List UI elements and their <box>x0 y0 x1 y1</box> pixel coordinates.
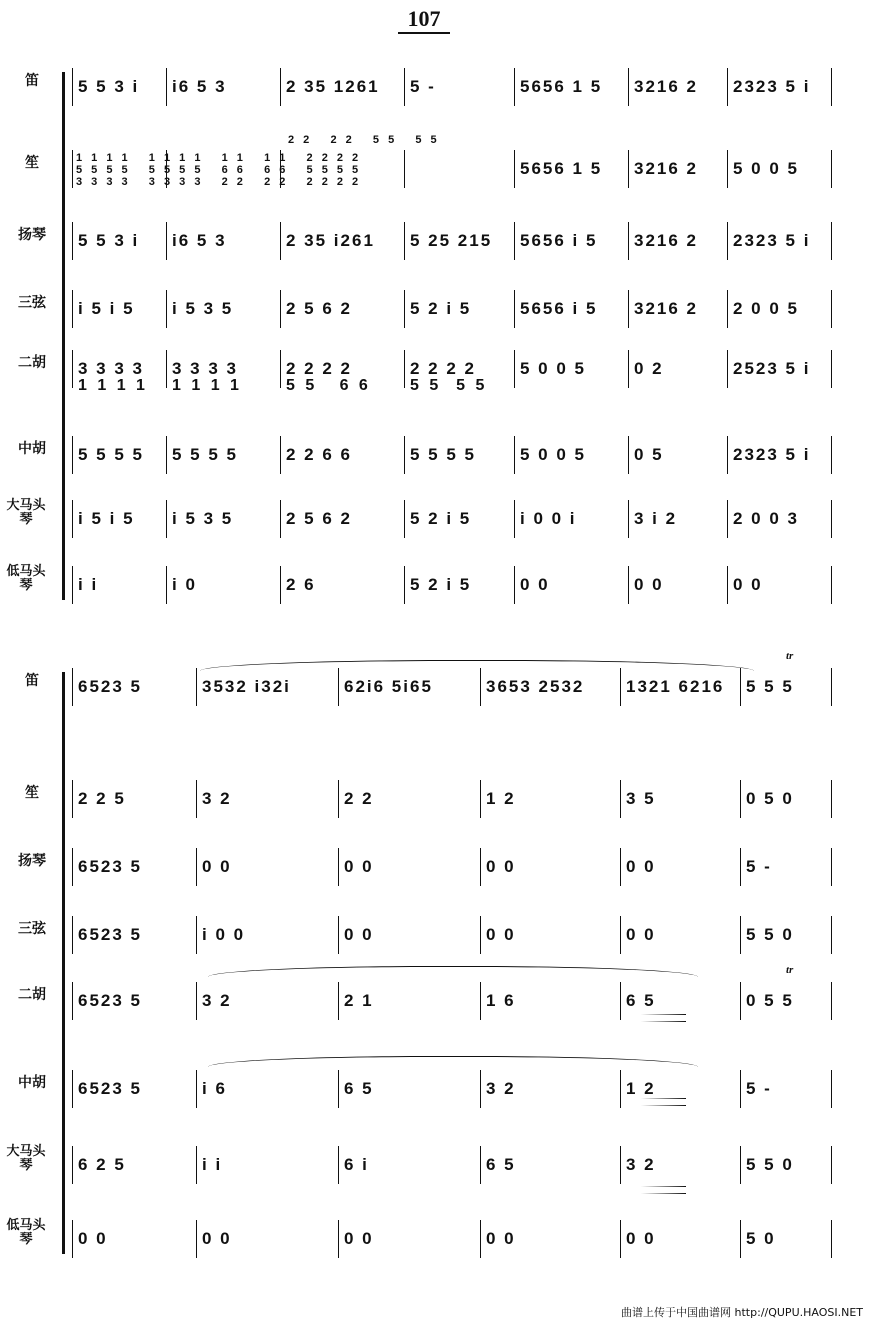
staff-row <box>0 848 869 892</box>
measure-notes: 0 0 <box>344 857 374 876</box>
page-number: 107 <box>398 6 450 34</box>
measure <box>196 1220 338 1258</box>
measure-notes: 0 0 <box>486 857 516 876</box>
measure-notes: 3 i 2 <box>634 509 678 528</box>
staff-row <box>0 982 869 1026</box>
measure-notes: 5 25 215 <box>410 231 493 250</box>
measure-notes: i6 5 3 <box>172 231 227 250</box>
measure <box>480 780 620 818</box>
measure-notes: 2 2 6 6 <box>286 445 352 464</box>
measure <box>72 982 196 1020</box>
measure-notes: 5 0 0 5 <box>520 359 586 378</box>
measure <box>166 290 280 328</box>
staff-row <box>0 1220 869 1264</box>
measure-notes: 6 5 <box>626 991 656 1010</box>
measure-notes: 5 2 i 5 <box>410 299 472 318</box>
measure-notes: 6523 5 <box>78 1079 142 1098</box>
measure <box>338 668 480 706</box>
measure <box>338 1146 480 1184</box>
measure-notes: i 5 i 5 <box>78 509 135 528</box>
sheng-chord-line: 5 5 5 5 5 5 5 5 6 6 6 6 5 5 5 5 <box>76 164 362 176</box>
measure <box>404 222 514 260</box>
measure <box>404 500 514 538</box>
measure-notes: 6 i <box>344 1155 369 1174</box>
measure-notes: i6 5 3 <box>172 77 227 96</box>
measure-notes: 2 2 2 2 <box>410 359 476 378</box>
measure-notes: 0 0 <box>626 1229 656 1248</box>
measure-notes: 5 5 3 i <box>78 231 140 250</box>
measure <box>740 916 832 954</box>
measure <box>628 566 727 604</box>
instrument-label: 笙 <box>25 785 39 801</box>
measure <box>480 1220 620 1258</box>
measure <box>620 848 740 886</box>
staff-row <box>0 222 869 266</box>
measure-notes: 2 2 5 <box>78 789 126 808</box>
measure <box>514 68 628 106</box>
measure-notes: 3 2 <box>626 1155 656 1174</box>
measure-notes: 0 0 <box>634 575 664 594</box>
measure <box>620 668 740 706</box>
measure <box>740 1070 832 1108</box>
instrument-label: 大马头琴 <box>6 498 46 527</box>
measure-notes: 2323 5 i <box>733 231 811 250</box>
measure-notes: 0 0 <box>626 925 656 944</box>
measure <box>166 500 280 538</box>
measure-notes: 2 35 i261 <box>286 231 375 250</box>
measure-notes: 0 0 <box>486 1229 516 1248</box>
instrument-label: 中胡 <box>18 1075 46 1091</box>
staff-row <box>0 916 869 960</box>
measure <box>338 1070 480 1108</box>
measure <box>72 780 196 818</box>
measure-notes: 0 0 <box>626 857 656 876</box>
measure <box>727 350 832 388</box>
measure <box>514 500 628 538</box>
measure <box>727 68 832 106</box>
slur-mark <box>200 660 754 671</box>
measure-notes: 3653 2532 <box>486 677 585 696</box>
measure <box>620 1146 740 1184</box>
staff-row <box>0 436 869 480</box>
measure <box>338 780 480 818</box>
measure-notes: 3532 i32i <box>202 677 291 696</box>
instrument-label: 笙 <box>25 155 39 171</box>
staff-row <box>0 68 869 112</box>
measure-notes: 3 2 <box>486 1079 516 1098</box>
measure-notes: 3216 2 <box>634 299 698 318</box>
measure <box>404 150 514 188</box>
measure <box>280 290 404 328</box>
measure <box>72 436 166 474</box>
measure-notes: i 5 i 5 <box>78 299 135 318</box>
measure-notes: 3 5 <box>626 789 656 808</box>
staff-row <box>0 1146 869 1190</box>
measure <box>628 350 727 388</box>
measure-notes: 2 2 <box>344 789 374 808</box>
measure <box>514 436 628 474</box>
erhu-lower-notes: 5 5 5 5 <box>410 377 488 394</box>
measure <box>404 290 514 328</box>
instrument-label: 大马头琴 <box>6 1144 46 1173</box>
measure <box>620 780 740 818</box>
measure <box>166 566 280 604</box>
instrument-label: 笛 <box>25 73 39 89</box>
measure-notes: 0 0 <box>520 575 550 594</box>
measure-notes: 6 5 <box>486 1155 516 1174</box>
measure <box>404 68 514 106</box>
erhu-lower-notes: 1 1 1 1 <box>172 377 242 394</box>
measure <box>740 668 832 706</box>
measure <box>338 848 480 886</box>
measure-notes: 6523 5 <box>78 925 142 944</box>
measure <box>196 916 338 954</box>
measure-notes: 6523 5 <box>78 991 142 1010</box>
measure <box>740 1220 832 1258</box>
measure <box>72 1220 196 1258</box>
erhu-lower-notes: 5 5 6 6 <box>286 377 371 394</box>
measure-notes: 5656 1 5 <box>520 159 603 178</box>
site-footer: 曲谱上传于中国曲谱网 http://QUPU.HAOSI.NET <box>621 1306 863 1319</box>
measure-notes: 2 5 6 2 <box>286 509 352 528</box>
measure-notes: 3216 2 <box>634 77 698 96</box>
measure <box>72 68 166 106</box>
measure-notes: i 6 <box>202 1079 227 1098</box>
measure <box>514 566 628 604</box>
measure-notes: 1 2 <box>626 1079 656 1098</box>
slur-mark <box>208 1056 698 1067</box>
staff-row <box>0 780 869 824</box>
measure-notes: 3 2 <box>202 789 232 808</box>
measure-notes: 2323 5 i <box>733 445 811 464</box>
measure <box>628 290 727 328</box>
measure-notes: 5 5 5 <box>746 677 794 696</box>
measure-notes: 0 0 <box>202 1229 232 1248</box>
trill-mark: tr <box>786 650 794 662</box>
instrument-label: 二胡 <box>18 987 46 1003</box>
measure <box>338 1220 480 1258</box>
measure-notes: 2523 5 i <box>733 359 811 378</box>
measure <box>480 916 620 954</box>
measure-notes: i 0 <box>172 575 197 594</box>
measure <box>404 566 514 604</box>
measure-notes: 0 0 <box>202 857 232 876</box>
instrument-label: 低马头琴 <box>6 1218 46 1247</box>
measure-notes: 2 1 <box>344 991 374 1010</box>
measure <box>727 566 832 604</box>
measure-notes: 5 0 <box>746 1229 776 1248</box>
measure <box>514 350 628 388</box>
measure-notes: 0 5 0 <box>746 789 794 808</box>
measure <box>72 1146 196 1184</box>
measure <box>196 1146 338 1184</box>
measure-notes: 6 5 <box>344 1079 374 1098</box>
measure <box>514 222 628 260</box>
measure <box>280 500 404 538</box>
measure <box>740 780 832 818</box>
measure <box>72 848 196 886</box>
instrument-label: 扬琴 <box>18 853 46 869</box>
measure-notes: 6523 5 <box>78 857 142 876</box>
measure <box>628 436 727 474</box>
measure-notes: 5 5 5 5 <box>172 445 238 464</box>
measure <box>628 500 727 538</box>
measure <box>628 222 727 260</box>
measure-notes: 5 - <box>746 1079 772 1098</box>
measure-notes: 5 - <box>410 77 436 96</box>
measure-notes: 0 0 <box>344 1229 374 1248</box>
measure-notes: 3216 2 <box>634 231 698 250</box>
measure-notes: 5 2 i 5 <box>410 575 472 594</box>
measure <box>628 68 727 106</box>
measure <box>72 222 166 260</box>
sheng-chord-line: 1 1 1 1 1 1 1 1 1 1 1 1 2 2 2 2 <box>76 152 362 164</box>
measure-notes: i 5 3 5 <box>172 509 234 528</box>
measure <box>740 848 832 886</box>
measure-notes: 6523 5 <box>78 677 142 696</box>
measure <box>740 982 832 1020</box>
measure-notes: 1321 6216 <box>626 677 725 696</box>
staff-row <box>0 566 869 610</box>
instrument-label: 三弦 <box>18 295 46 311</box>
measure-notes: 2 5 6 2 <box>286 299 352 318</box>
measure <box>620 1220 740 1258</box>
measure <box>72 566 166 604</box>
measure-notes: 1 2 <box>486 789 516 808</box>
measure-notes: 5 2 i 5 <box>410 509 472 528</box>
measure <box>514 290 628 328</box>
measure <box>404 436 514 474</box>
instrument-label: 二胡 <box>18 355 46 371</box>
slur-mark <box>208 966 698 977</box>
measure-notes: 3 3 3 3 <box>78 359 144 378</box>
instrument-label: 中胡 <box>18 441 46 457</box>
measure-notes: i 5 3 5 <box>172 299 234 318</box>
instrument-label: 扬琴 <box>18 227 46 243</box>
measure-notes: 2 2 2 2 <box>286 359 352 378</box>
measure-notes: 5 5 0 <box>746 1155 794 1174</box>
measure <box>196 982 338 1020</box>
measure <box>514 150 628 188</box>
measure-notes: 0 5 5 <box>746 991 794 1010</box>
measure <box>72 290 166 328</box>
measure-notes: 6 2 5 <box>78 1155 126 1174</box>
measure-notes: 0 5 <box>634 445 664 464</box>
measure <box>196 668 338 706</box>
measure-notes: 2 0 0 5 <box>733 299 799 318</box>
measure <box>727 150 832 188</box>
measure <box>480 848 620 886</box>
measure <box>166 436 280 474</box>
measure <box>280 222 404 260</box>
measure-notes: 3 3 3 3 <box>172 359 238 378</box>
measure <box>196 1070 338 1108</box>
measure <box>72 668 196 706</box>
measure <box>620 916 740 954</box>
measure-notes: 62i6 5i65 <box>344 677 433 696</box>
measure-notes: 2 0 0 3 <box>733 509 799 528</box>
measure <box>480 668 620 706</box>
instrument-label: 低马头琴 <box>6 564 46 593</box>
measure <box>280 68 404 106</box>
measure-notes: 5656 i 5 <box>520 299 598 318</box>
measure <box>740 1146 832 1184</box>
staff-row <box>0 290 869 334</box>
measure-notes: 2323 5 i <box>733 77 811 96</box>
measure <box>196 848 338 886</box>
measure <box>727 500 832 538</box>
sheng-chord-top: 2 2 2 2 5 5 5 5 <box>288 134 440 146</box>
measure <box>72 916 196 954</box>
measure <box>166 222 280 260</box>
instrument-label: 笛 <box>25 673 39 689</box>
erhu-lower-notes: 1 1 1 1 <box>78 377 148 394</box>
instrument-label: 三弦 <box>18 921 46 937</box>
measure-notes: 2 6 <box>286 575 316 594</box>
measure <box>72 500 166 538</box>
measure <box>72 1070 196 1108</box>
measure <box>280 436 404 474</box>
measure <box>628 150 727 188</box>
measure <box>338 982 480 1020</box>
measure-notes: 5656 i 5 <box>520 231 598 250</box>
staff-row <box>0 668 869 712</box>
measure <box>480 1146 620 1184</box>
measure-notes: 5 - <box>746 857 772 876</box>
measure <box>196 780 338 818</box>
measure-notes: i 0 0 <box>202 925 246 944</box>
measure <box>727 222 832 260</box>
measure <box>280 566 404 604</box>
measure <box>480 982 620 1020</box>
measure-notes: 0 0 <box>344 925 374 944</box>
measure-notes: 5 5 5 5 <box>78 445 144 464</box>
measure-notes: 1 6 <box>486 991 516 1010</box>
measure-notes: 5 0 0 5 <box>520 445 586 464</box>
measure <box>166 68 280 106</box>
measure-notes: 0 2 <box>634 359 664 378</box>
measure-notes: i 0 0 i <box>520 509 577 528</box>
measure-notes: 5 5 5 5 <box>410 445 476 464</box>
measure <box>727 290 832 328</box>
measure-notes: 5656 1 5 <box>520 77 603 96</box>
measure-notes: 5 5 3 i <box>78 77 140 96</box>
measure-notes: 3 2 <box>202 991 232 1010</box>
measure-notes: i i <box>78 575 99 594</box>
sheng-chord-line: 3 3 3 3 3 3 3 3 2 2 2 2 2 2 2 2 <box>76 176 362 188</box>
measure <box>727 436 832 474</box>
measure-notes: 3216 2 <box>634 159 698 178</box>
measure-notes: 5 5 0 <box>746 925 794 944</box>
measure <box>338 916 480 954</box>
measure-notes: i i <box>202 1155 223 1174</box>
measure-notes: 0 0 <box>78 1229 108 1248</box>
measure-notes: 0 0 <box>733 575 763 594</box>
trill-mark: tr <box>786 964 794 976</box>
measure-notes: 2 35 1261 <box>286 77 380 96</box>
measure-notes: 5 0 0 5 <box>733 159 799 178</box>
staff-row <box>0 500 869 544</box>
measure-notes: 0 0 <box>486 925 516 944</box>
staff-row <box>0 1070 869 1114</box>
